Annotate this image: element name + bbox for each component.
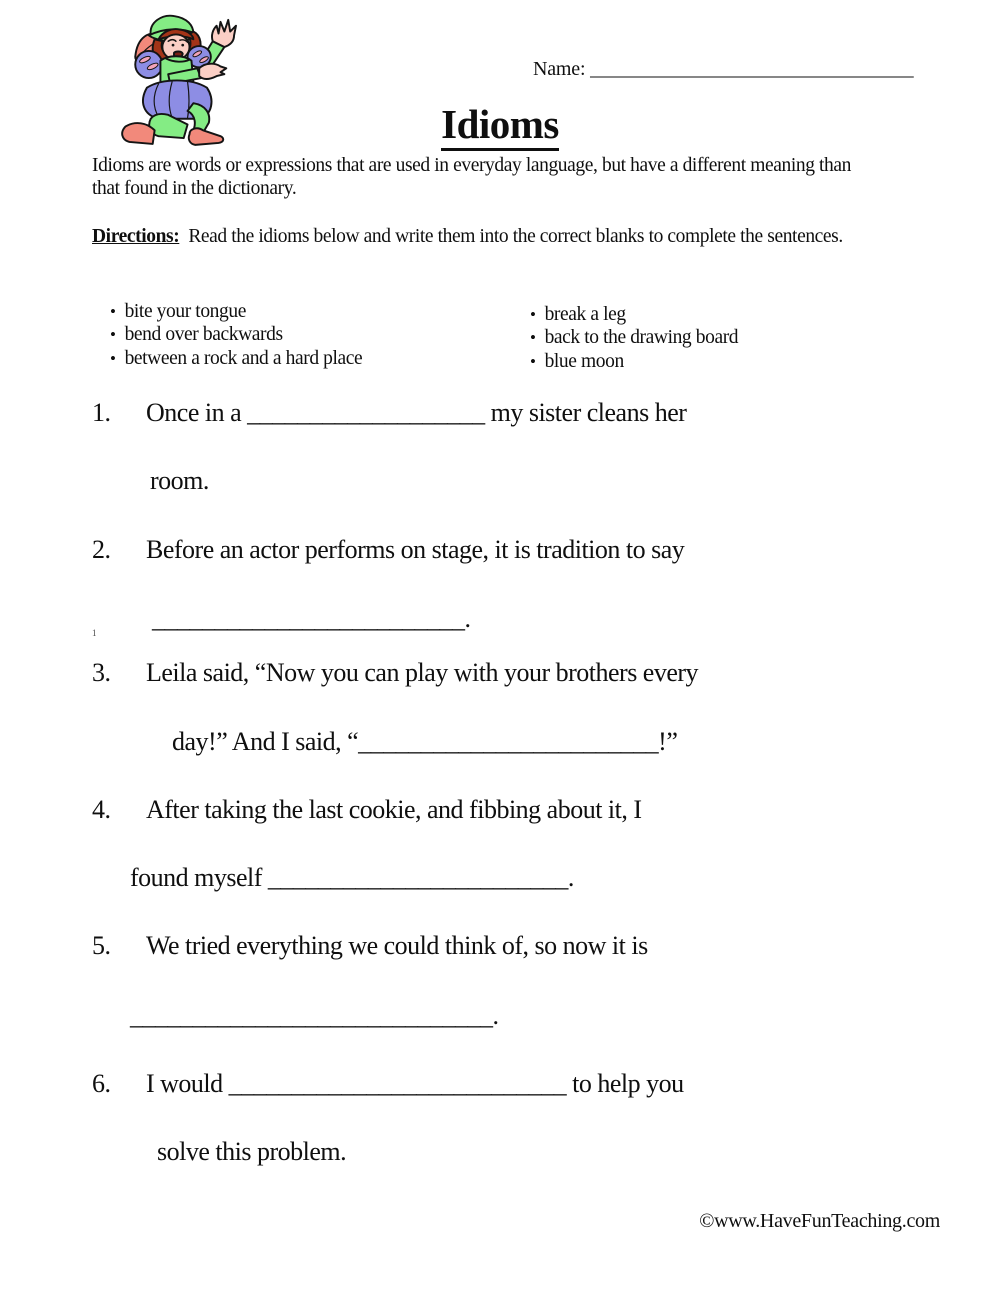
question-number: 2. <box>92 535 111 564</box>
question-line: Before an actor performs on stage, it is tradition to say <box>146 535 685 564</box>
word-bank-left <box>110 300 362 370</box>
directions-text: Read the idioms below and write them into the correct blanks to complete the sentences. <box>188 226 843 247</box>
question-line: After taking the last cookie, and fibbing about it, I <box>146 795 642 824</box>
question-line: found myself ________________________. <box>130 863 574 892</box>
question-line: Once in a ___________________ my sister cleans her <box>146 398 687 427</box>
question-number: 1. <box>92 398 111 427</box>
stray-mark: 1 <box>92 628 97 638</box>
question-line: day!” And I said, “________________________!” <box>172 727 678 756</box>
question-number: 5. <box>92 931 111 960</box>
word-bank-item: • bite your tongue <box>110 300 362 323</box>
directions-label: Directions: <box>92 226 180 247</box>
question-line: Leila said, “Now you can play with your brothers every <box>146 658 699 687</box>
word-bank-item: • blue moon <box>530 350 738 373</box>
question-number: 4. <box>92 795 111 824</box>
name-row <box>533 58 913 81</box>
word-bank-item: • back to the drawing board <box>530 326 738 349</box>
question-line: solve this problem. <box>157 1137 347 1166</box>
question-line: _________________________. <box>152 604 471 633</box>
word-bank-right <box>530 303 738 373</box>
name-blank: __________________________________ <box>590 58 914 80</box>
page-title: Idioms <box>0 100 1000 148</box>
word-bank-item: • break a leg <box>530 303 738 326</box>
question-line: I would ___________________________ to help you <box>146 1069 684 1098</box>
question-line: _____________________________. <box>130 1001 499 1030</box>
word-bank-item: • bend over backwards <box>110 323 362 346</box>
word-bank-item: • between a rock and a hard place <box>110 347 362 370</box>
footer-credit: ©www.HaveFunTeaching.com <box>699 1210 940 1232</box>
intro-text: Idioms are words or expressions that are used in everyday language, but have a different meaning than that found in the dictionary. <box>92 155 852 199</box>
question-number: 3. <box>92 658 111 687</box>
question-line: room. <box>150 466 209 495</box>
question-line: We tried everything we could think of, so now it is <box>146 931 648 960</box>
name-label: Name: <box>533 58 586 80</box>
directions <box>92 225 904 248</box>
question-number: 6. <box>92 1069 111 1098</box>
